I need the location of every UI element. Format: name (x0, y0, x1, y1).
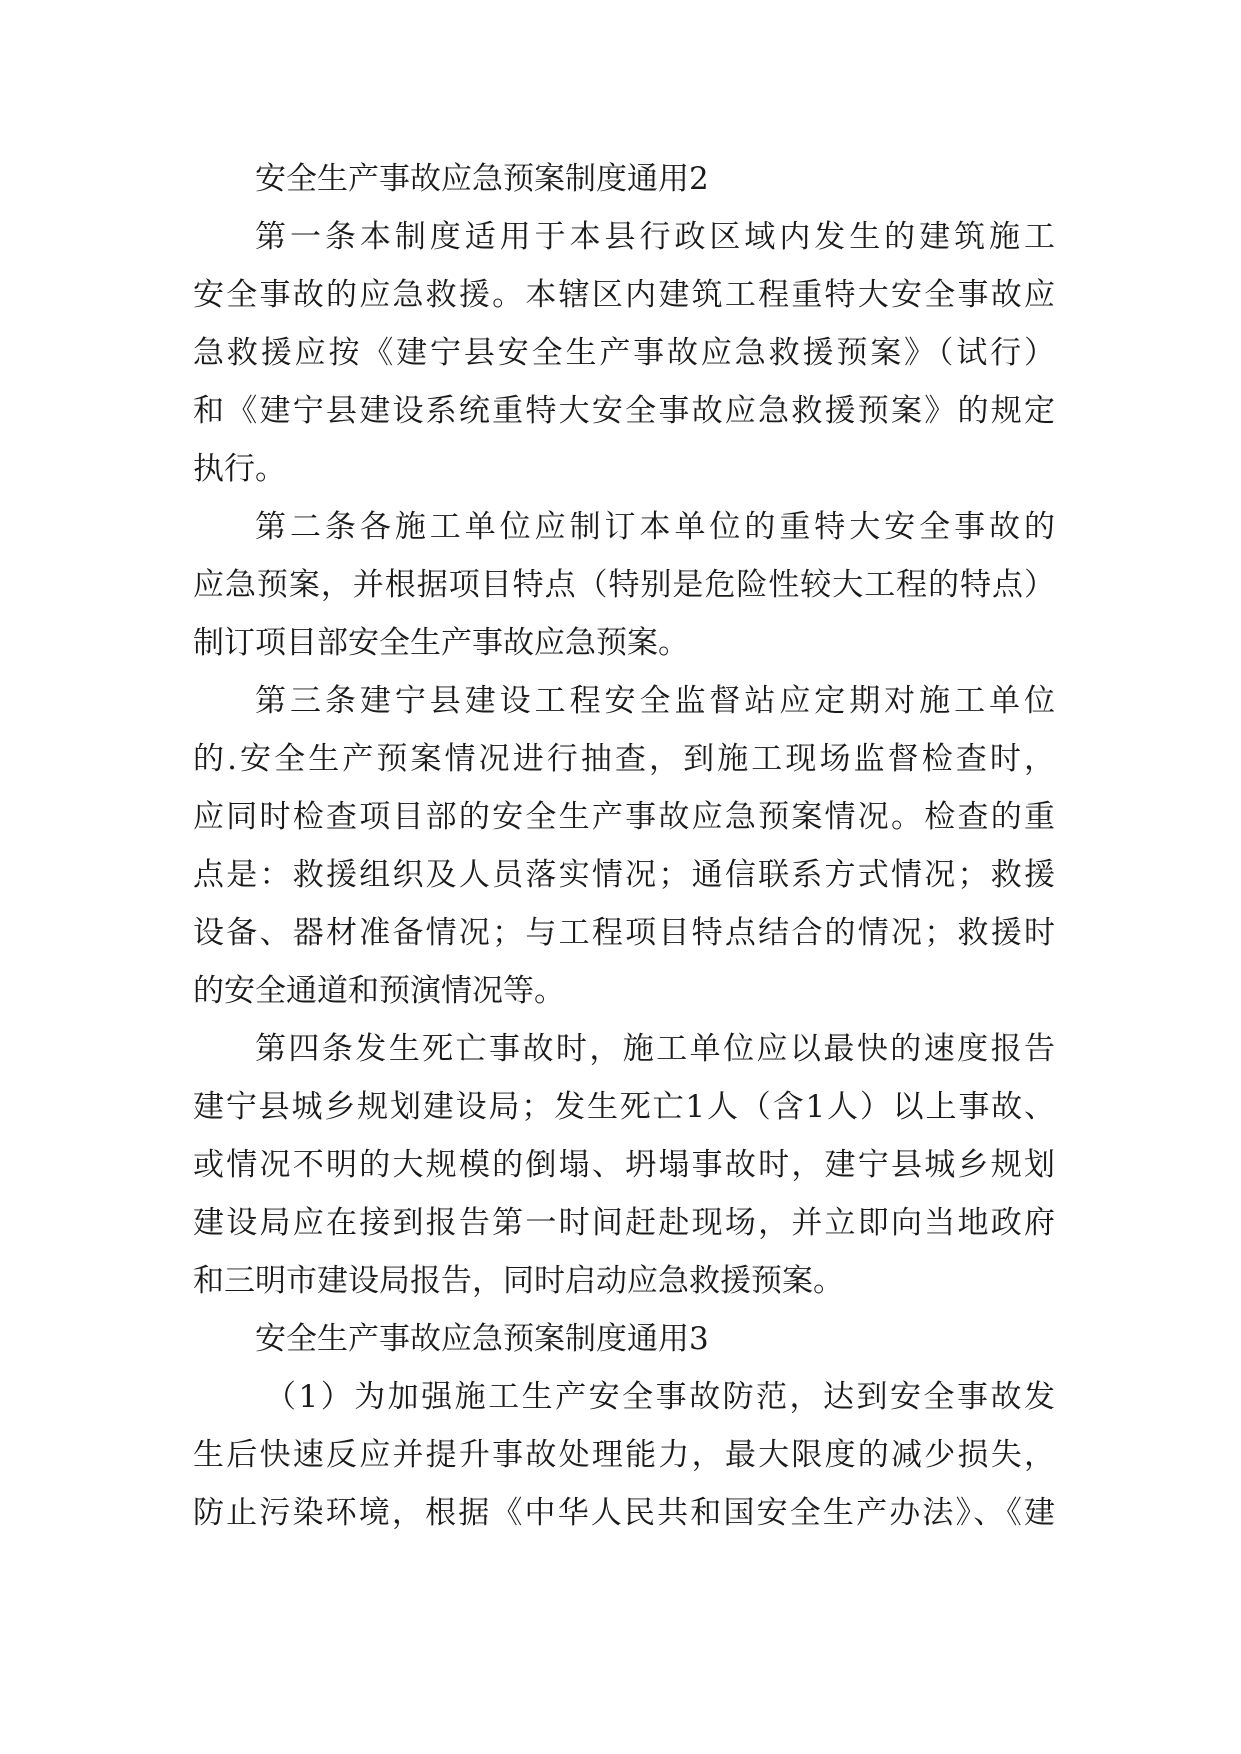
article-1-line: 和《建宁县建设系统重特大安全事故应急救援预案》的规定 (193, 393, 1055, 429)
document-body (193, 150, 1055, 1542)
section-3-line: 生后快速反应并提升事故处理能力，最大限度的减少损失， (193, 1437, 1055, 1473)
article-1-line: 安全事故的应急救援。本辖区内建筑工程重特大安全事故应 (193, 277, 1055, 313)
article-4-line: 或情况不明的大规模的倒塌、坍塌事故时，建宁县城乡规划 (193, 1147, 1055, 1183)
article-4-line: 第四条发生死亡事故时，施工单位应以最快的速度报告 (255, 1031, 1055, 1067)
article-3-line: 的安全通道和预演情况等。 (193, 973, 565, 1009)
article-3-line: 的.安全生产预案情况进行抽查，到施工现场监督检查时， (193, 741, 1055, 777)
article-4 (193, 1020, 1055, 1310)
section-heading-3: 安全生产事故应急预案制度通用3 (255, 1321, 709, 1357)
section-3-line: （1）为加强施工生产安全事故防范，达到安全事故发 (265, 1379, 1055, 1415)
article-4-line: 建设局应在接到报告第一时间赶赴现场，并立即向当地政府 (193, 1205, 1055, 1241)
article-3-line: 设备、器材准备情况；与工程项目特点结合的情况；救援时 (193, 915, 1055, 951)
article-2-line: 制订项目部安全生产事故应急预案。 (193, 625, 689, 661)
article-3 (193, 672, 1055, 1020)
article-2-line: 应急预案，并根据项目特点（特别是危险性较大工程的特点） (193, 567, 1055, 603)
section-heading-2: 安全生产事故应急预案制度通用2 (255, 161, 709, 197)
article-4-line: 建宁县城乡规划建设局；发生死亡1人（含1人）以上事故、 (193, 1089, 1055, 1125)
article-2 (193, 498, 1055, 672)
article-3-line: 点是：救援组织及人员落实情况；通信联系方式情况；救援 (193, 857, 1055, 893)
article-3-line: 第三条建宁县建设工程安全监督站应定期对施工单位 (255, 683, 1055, 719)
article-4-line: 和三明市建设局报告，同时启动应急救援预案。 (193, 1263, 844, 1299)
section-3-paragraph (193, 1368, 1055, 1542)
article-3-line: 应同时检查项目部的安全生产事故应急预案情况。检查的重 (193, 799, 1055, 835)
article-1-line: 执行。 (193, 451, 286, 487)
article-2-line: 第二条各施工单位应制订本单位的重特大安全事故的 (255, 509, 1055, 545)
article-1-line: 第一条本制度适用于本县行政区域内发生的建筑施工 (255, 219, 1055, 255)
article-1-line: 急救援应按《建宁县安全生产事故应急救援预案》（试行） (193, 335, 1055, 371)
section-3-line: 防止污染环境，根据《中华人民共和国安全生产办法》、《建 (193, 1495, 1055, 1531)
article-1 (193, 208, 1055, 498)
